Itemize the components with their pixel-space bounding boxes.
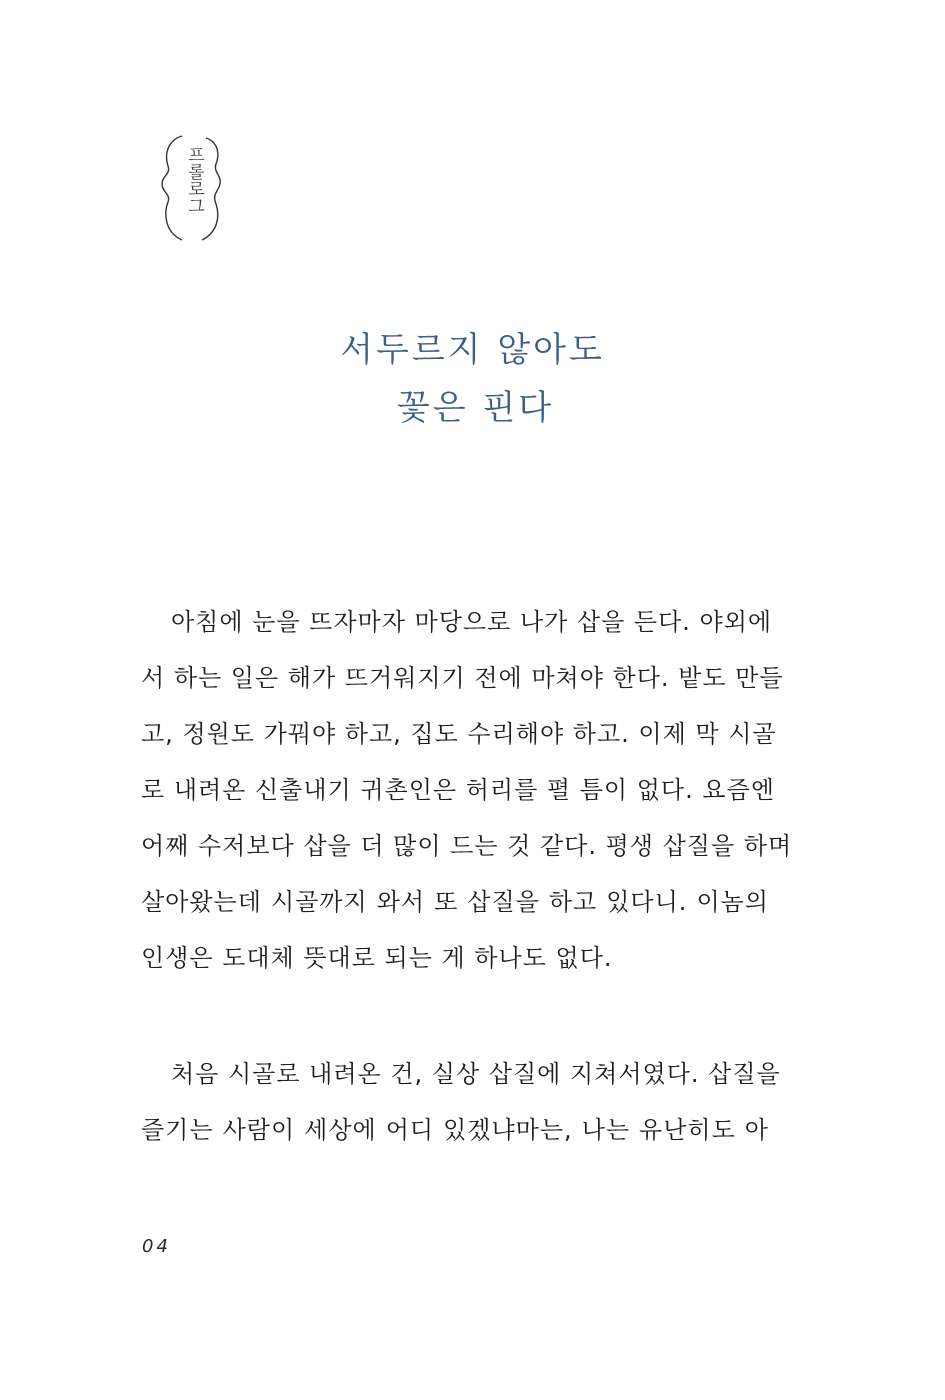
chapter-tag-label: 프롤로그 <box>184 146 204 214</box>
page-number: 04 <box>142 1236 171 1257</box>
page-title <box>0 321 945 437</box>
text-line: 인생은 도대체 뜻대로 되는 게 하나도 없다. <box>141 944 613 972</box>
text-line: 즐기는 사람이 세상에 어디 있겠냐마는, 나는 유난히도 아 <box>141 1116 769 1144</box>
text-line: 아침에 눈을 뜨자마자 마당으로 나가 삽을 든다. 야외에 <box>171 608 773 636</box>
chapter-tag <box>158 132 228 244</box>
text-line: 로 내려온 신출내기 귀촌인은 허리를 펼 틈이 없다. 요즘엔 <box>141 776 775 804</box>
paragraph-1 <box>141 594 793 986</box>
title-line-2: 꽃은 핀다 <box>396 387 555 428</box>
text-line: 서 하는 일은 해가 뜨거워지기 전에 마쳐야 한다. 밭도 만들 <box>141 664 784 692</box>
paragraph-2 <box>141 1046 781 1158</box>
text-line: 살아왔는데 시골까지 와서 또 삽질을 하고 있다니. 이놈의 <box>141 888 769 916</box>
title-line-1: 서두르지 않아도 <box>340 329 605 370</box>
text-line: 처음 시골로 내려온 건, 실상 삽질에 지쳐서였다. 삽질을 <box>171 1060 781 1088</box>
text-line: 어째 수저보다 삽을 더 많이 드는 것 같다. 평생 삽질을 하며 <box>141 832 793 860</box>
text-line: 고, 정원도 가꿔야 하고, 집도 수리해야 하고. 이제 막 시골 <box>141 720 777 748</box>
